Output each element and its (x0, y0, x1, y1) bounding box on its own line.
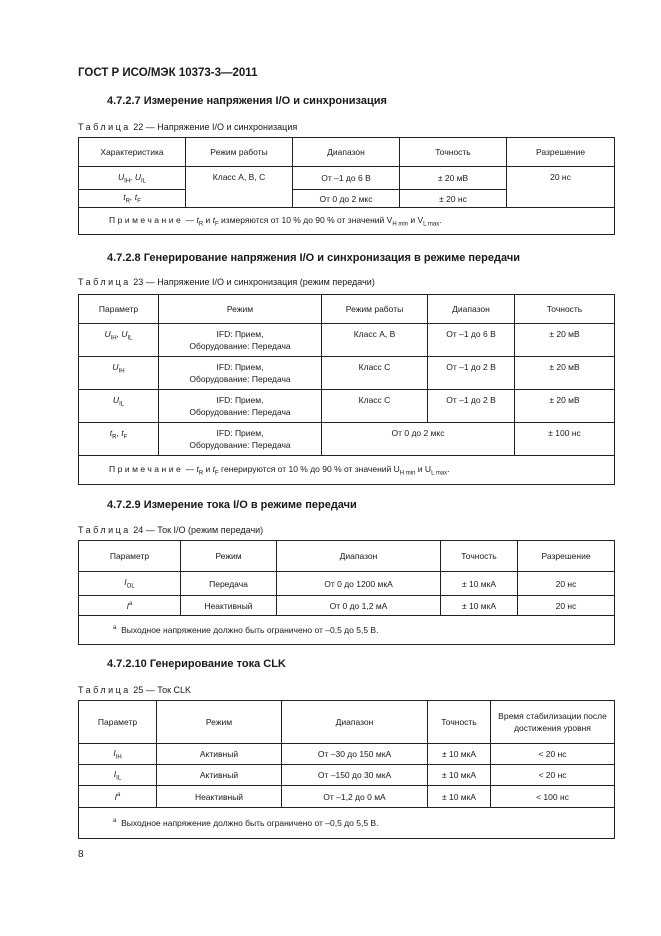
parameter-cell: $I^a$ (79, 786, 157, 808)
parameter-cell: $t_R$, $t_F$ (79, 423, 159, 456)
accuracy-cell: ± 20 мВ (515, 324, 615, 357)
column-header: Параметр (79, 541, 181, 572)
table-row (79, 572, 615, 596)
table-row (79, 765, 615, 786)
mode-cell: IFD: Прием, Оборудование: Передача (159, 357, 322, 390)
table-row (79, 596, 615, 616)
range-cell: От 0 до 2 мкс (293, 190, 400, 208)
mode-cell: Неактивный (181, 596, 277, 616)
range-cell: От –150 до 30 мкА (282, 765, 428, 786)
accuracy-cell: ± 20 нс (400, 190, 507, 208)
document-header: ГОСТ Р ИСО/МЭК 10373-3—2011 (78, 67, 258, 79)
table-footnote: $^a$ Выходное напряжение должно быть ограничено от –0,5 до 5,5 В. (79, 808, 615, 839)
mode-cell: Класс А, В, С (186, 167, 293, 208)
table-25 (78, 700, 615, 839)
accuracy-cell: ± 20 мВ (400, 167, 507, 190)
mode-cell: Неактивный (157, 786, 282, 808)
table-22-caption: Таблица 22 — Напряжение I/O и синхронизация (78, 122, 298, 132)
parameter-cell: $I_{OL}$ (79, 572, 181, 596)
table-header-row (79, 138, 615, 167)
table-row (79, 423, 615, 456)
column-header: Точность (428, 701, 491, 744)
column-header: Режим (157, 701, 282, 744)
accuracy-cell: ± 10 мкА (428, 765, 491, 786)
column-header: Диапазон (293, 138, 400, 167)
column-header: Параметр (79, 701, 157, 744)
column-header: Диапазон (277, 541, 441, 572)
table-row (79, 786, 615, 808)
column-header: Разрешение (518, 541, 615, 572)
table-header-row (79, 701, 615, 744)
column-header: Режим (181, 541, 277, 572)
column-header: Диапазон (428, 295, 515, 324)
operating-mode-cell: Класс С (322, 390, 428, 423)
resolution-cell: 20 нс (518, 572, 615, 596)
table-row (79, 390, 615, 423)
settling-time-cell: < 20 нс (491, 765, 615, 786)
table-footnote: $^a$ Выходное напряжение должно быть ограничено от –0,5 до 5,5 В. (79, 616, 615, 645)
page-number: 8 (78, 849, 84, 860)
table-24 (78, 540, 615, 645)
section-heading-4-7-2-9: 4.7.2.9 Измерение тока I/O в режиме передачи (107, 499, 357, 511)
parameter-cell: $U_{IH}$, $U_{IL}$ (79, 324, 159, 357)
parameter-cell: $U_{IH}$, $U_{IL}$ (79, 167, 186, 190)
accuracy-cell: ± 10 мкА (441, 572, 518, 596)
column-header: Характеристика (79, 138, 186, 167)
parameter-cell: $U_{IL}$ (79, 390, 159, 423)
column-header: Режим (159, 295, 322, 324)
accuracy-cell: ± 10 мкА (441, 596, 518, 616)
table-header-row (79, 295, 615, 324)
range-cell: От –1 до 6 В (428, 324, 515, 357)
mode-cell: IFD: Прием, Оборудование: Передача (159, 423, 322, 456)
operating-mode-cell: Класс С (322, 357, 428, 390)
table-header-row (79, 541, 615, 572)
parameter-cell: $I_{IL}$ (79, 765, 157, 786)
range-cell: От 0 до 1,2 мА (277, 596, 441, 616)
section-heading-4-7-2-10: 4.7.2.10 Генерирование тока CLK (107, 658, 286, 670)
range-cell: От –1 до 6 В (293, 167, 400, 190)
resolution-cell: 20 нс (507, 167, 615, 208)
accuracy-cell: ± 10 мкА (428, 744, 491, 765)
table-footnote-row (79, 808, 615, 839)
resolution-cell: 20 нс (518, 596, 615, 616)
column-header: Разрешение (507, 138, 615, 167)
accuracy-cell: ± 10 мкА (428, 786, 491, 808)
column-header: Точность (400, 138, 507, 167)
range-cell: От –30 до 150 мкА (282, 744, 428, 765)
mode-cell: Активный (157, 744, 282, 765)
parameter-cell: $I^a$ (79, 596, 181, 616)
table-note: Примечание — $t_R$ и $t_F$ генерируются от 10 % до 90 % от значений $U_{H min}$ и $U_{L max}$. (79, 456, 615, 485)
table-25-caption: Таблица 25 — Ток CLK (78, 685, 192, 695)
column-header: Точность (515, 295, 615, 324)
column-header: Режим работы (322, 295, 428, 324)
parameter-cell: $t_R$, $t_F$ (79, 190, 186, 208)
table-22 (78, 137, 615, 235)
column-header: Время стабилизации после достижения уровня (491, 701, 615, 744)
accuracy-cell: ± 20 мВ (515, 390, 615, 423)
table-23 (78, 294, 615, 485)
section-heading-4-7-2-8: 4.7.2.8 Генерирование напряжения I/O и синхронизация в режиме передачи (107, 252, 520, 264)
parameter-cell: $I_{IH}$ (79, 744, 157, 765)
table-24-caption: Таблица 24 — Ток I/O (режим передачи) (78, 525, 264, 535)
parameter-cell: $U_{IH}$ (79, 357, 159, 390)
accuracy-cell: ± 100 нс (515, 423, 615, 456)
table-23-caption: Таблица 23 — Напряжение I/O и синхронизация (режим передачи) (78, 277, 375, 287)
settling-time-cell: < 100 нс (491, 786, 615, 808)
range-cell: От –1,2 до 0 мА (282, 786, 428, 808)
table-note: Примечание — $t_R$ и $t_F$ измеряются от 10 % до 90 % от значений $V_{H min}$ и $V_{L max}$. (79, 208, 615, 235)
table-row (79, 357, 615, 390)
range-cell: От –1 до 2 В (428, 390, 515, 423)
column-header: Параметр (79, 295, 159, 324)
range-cell: От 0 до 1200 мкА (277, 572, 441, 596)
range-cell: От –1 до 2 В (428, 357, 515, 390)
table-footnote-row (79, 616, 615, 645)
range-cell: От 0 до 2 мкс (322, 423, 515, 456)
operating-mode-cell: Класс А, В (322, 324, 428, 357)
accuracy-cell: ± 20 мВ (515, 357, 615, 390)
table-row (79, 744, 615, 765)
section-heading-4-7-2-7: 4.7.2.7 Измерение напряжения I/O и синхронизация (107, 95, 387, 107)
column-header: Режим работы (186, 138, 293, 167)
table-row (79, 167, 615, 190)
mode-cell: IFD: Прием, Оборудование: Передача (159, 390, 322, 423)
column-header: Точность (441, 541, 518, 572)
table-row (79, 324, 615, 357)
table-note-row (79, 208, 615, 235)
table-note-row (79, 456, 615, 485)
mode-cell: Передача (181, 572, 277, 596)
column-header: Диапазон (282, 701, 428, 744)
mode-cell: Активный (157, 765, 282, 786)
settling-time-cell: < 20 нс (491, 744, 615, 765)
mode-cell: IFD: Прием, Оборудование: Передача (159, 324, 322, 357)
